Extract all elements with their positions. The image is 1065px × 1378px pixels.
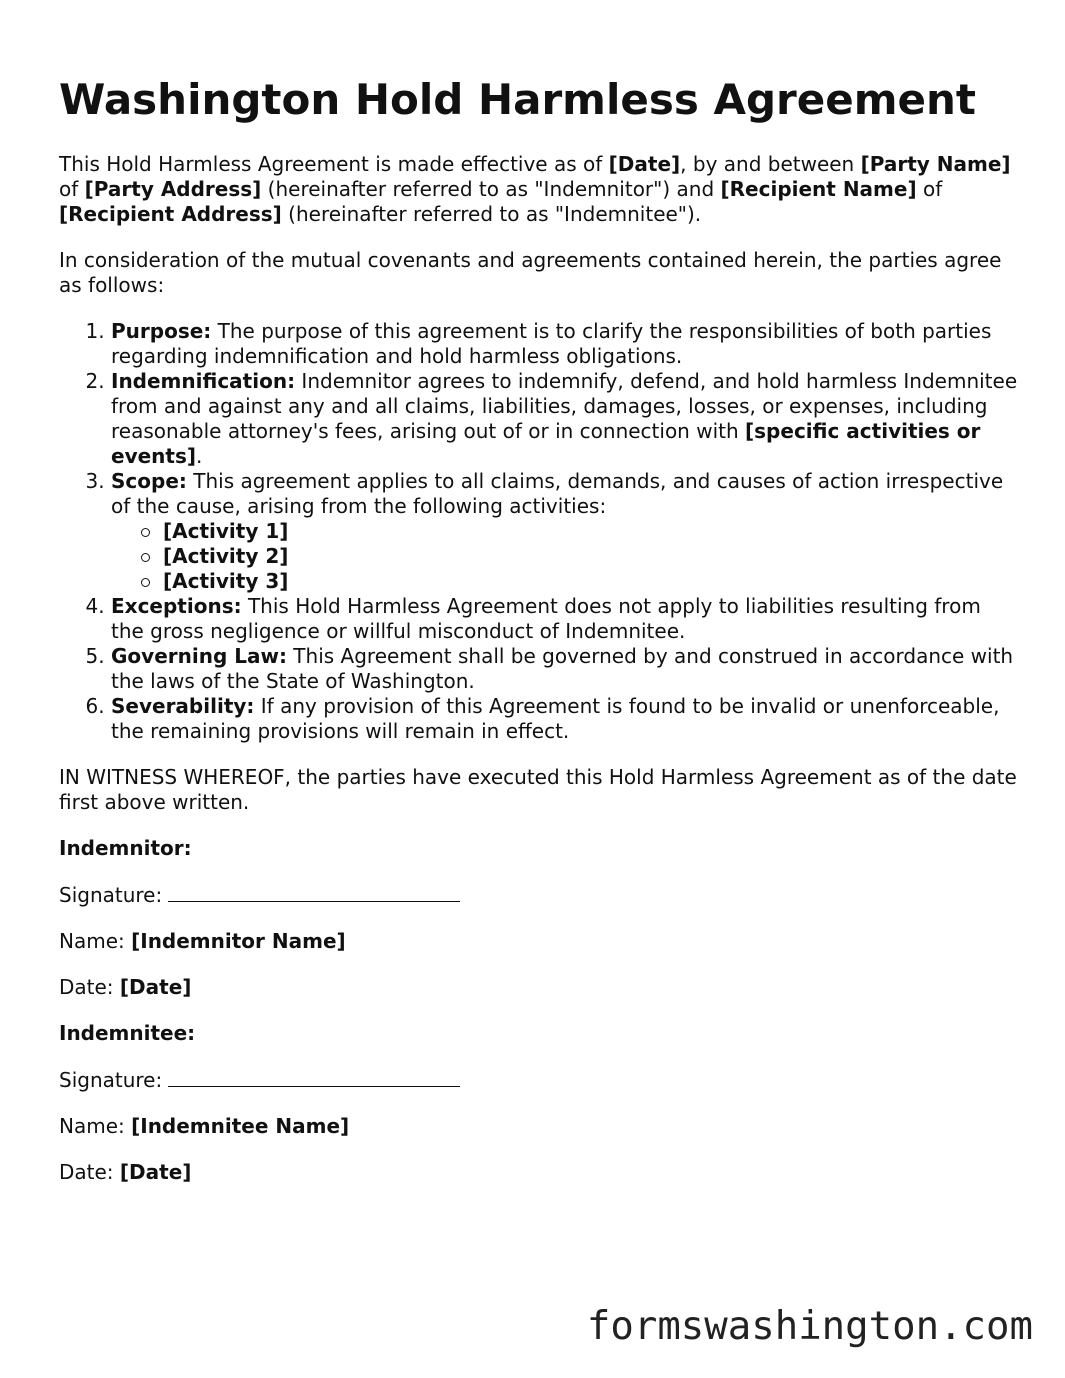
circle-bullet-icon — [141, 553, 150, 562]
footer-watermark: formswashington.com — [586, 1304, 1033, 1349]
indemnitee-signature-line[interactable] — [168, 1067, 460, 1087]
intro-text-6: (hereinafter referred to as "Indemnitee"). — [281, 202, 702, 226]
effective-date-placeholder: [Date] — [608, 152, 681, 176]
clause-indemnification — [111, 369, 1019, 469]
signature-label: Signature: — [59, 1068, 163, 1092]
party-address-placeholder: [Party Address] — [84, 177, 262, 201]
name-label: Name: — [59, 1114, 125, 1138]
indemnitee-name-placeholder: [Indemnitee Name] — [131, 1114, 350, 1138]
activity-label: [Activity 2] — [163, 544, 289, 568]
clause-heading: Severability: — [111, 694, 255, 718]
indemnitee-signature-row — [59, 1067, 1019, 1093]
clause-text: Indemnitor agrees to indemnify, defend, and hold harmless Indemnitee from and against any and all claims, liabilities, damages, losses, or expenses, including reasonable attorney's fees, arising out of or in connection with — [111, 369, 1018, 443]
clause-text: This Agreement shall be governed by and construed in accordance with the laws of the State of Washington. — [111, 644, 1014, 693]
intro-text-1: This Hold Harmless Agreement is made effective as of — [59, 152, 609, 176]
indemnitee-date-placeholder: [Date] — [119, 1160, 192, 1184]
name-label: Name: — [59, 929, 125, 953]
clause-text: This Hold Harmless Agreement does not apply to liabilities resulting from the gross negligence or willful misconduct of Indemnitee. — [111, 594, 981, 643]
recipient-address-placeholder: [Recipient Address] — [59, 202, 282, 226]
party-name-placeholder: [Party Name] — [860, 152, 1011, 176]
date-label: Date: — [59, 975, 114, 999]
document-page — [59, 72, 1019, 1206]
intro-text-4: (hereinafter referred to as "Indemnitor") and — [261, 177, 721, 201]
activities-list — [111, 519, 1019, 594]
clause-purpose — [111, 319, 1019, 369]
clause-text: If any provision of this Agreement is found to be invalid or unenforceable, the remaining provisions will remain in effect. — [111, 694, 1000, 743]
activity-item — [141, 544, 1019, 569]
circle-bullet-icon — [141, 528, 150, 537]
clause-heading: Purpose: — [111, 319, 212, 343]
document-title: Washington Hold Harmless Agreement — [59, 75, 976, 124]
activity-label: [Activity 3] — [163, 569, 289, 593]
indemnitee-date-row — [59, 1160, 1019, 1185]
clause-heading: Indemnification: — [111, 369, 296, 393]
clause-heading: Exceptions: — [111, 594, 242, 618]
intro-text-3: of — [59, 177, 85, 201]
indemnitor-signature-line[interactable] — [168, 882, 460, 902]
consideration-paragraph: In consideration of the mutual covenants and agreements contained herein, the parties agree as follows: — [59, 248, 1002, 297]
activities-placeholder: [specific activities or events] — [111, 419, 981, 468]
clause-scope — [111, 469, 1019, 594]
clause-heading: Scope: — [111, 469, 187, 493]
indemnitee-heading-text: Indemnitee: — [59, 1021, 196, 1045]
clause-heading: Governing Law: — [111, 644, 287, 668]
intro-paragraph — [59, 152, 1019, 227]
indemnitor-date-row — [59, 975, 1019, 1000]
indemnitee-heading — [59, 1021, 1019, 1046]
witness-paragraph: IN WITNESS WHEREOF, the parties have executed this Hold Harmless Agreement as of the date first above written. — [59, 765, 1017, 814]
clause-text: This agreement applies to all claims, demands, and causes of action irrespective of the cause, arising from the following activities: — [111, 469, 1004, 518]
clause-severability — [111, 694, 1019, 744]
indemnitee-name-row — [59, 1114, 1019, 1139]
circle-bullet-icon — [141, 578, 150, 587]
activity-item — [141, 569, 1019, 594]
intro-text-5: of — [916, 177, 943, 201]
indemnitor-signature-row — [59, 882, 1019, 908]
clause-tail: . — [196, 444, 203, 468]
clause-exceptions — [111, 594, 1019, 644]
date-label: Date: — [59, 1160, 114, 1184]
signature-label: Signature: — [59, 883, 163, 907]
indemnitor-name-row — [59, 929, 1019, 954]
indemnitor-name-placeholder: [Indemnitor Name] — [131, 929, 346, 953]
indemnitor-heading — [59, 836, 1019, 861]
indemnitor-heading-text: Indemnitor: — [59, 836, 192, 860]
clauses-list — [59, 319, 1019, 744]
recipient-name-placeholder: [Recipient Name] — [720, 177, 917, 201]
activity-item — [141, 519, 1019, 544]
clause-governing-law — [111, 644, 1019, 694]
indemnitor-date-placeholder: [Date] — [119, 975, 192, 999]
activity-label: [Activity 1] — [163, 519, 289, 543]
clause-text: The purpose of this agreement is to clarify the responsibilities of both parties regarding indemnification and hold harmless obligations. — [111, 319, 992, 368]
intro-text-2: , by and between — [680, 152, 861, 176]
